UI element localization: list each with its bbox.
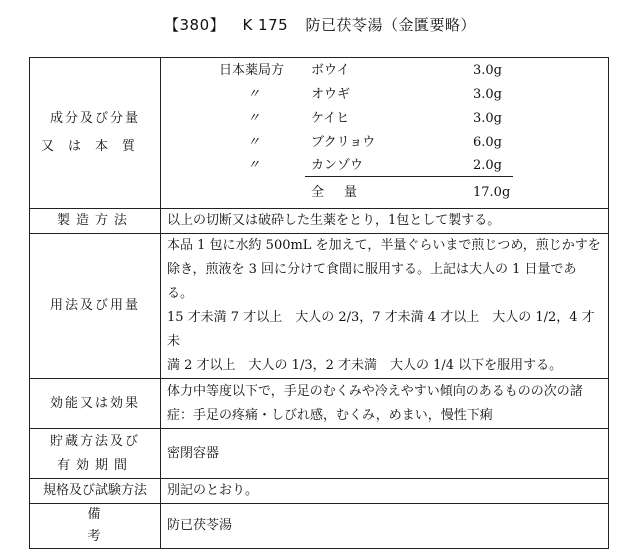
storage-label-line2: 有効期間	[56, 457, 133, 473]
ingredient-name: カンゾウ	[311, 158, 364, 173]
usage-label: 用法及び用量	[30, 234, 161, 379]
manufacture-text: 以上の切断又は破砕した生薬をとり，1包として製する。	[161, 209, 609, 234]
composition-values	[161, 58, 609, 209]
document-title	[0, 14, 640, 35]
efficacy-line: 症：手足の疼痛・しびれ感，むくみ，めまい，慢性下痢	[167, 407, 493, 423]
ingredient-amount: 3.0g	[473, 87, 502, 102]
usage-line: 除き，煎液を 3 回に分けて食間に服用する。上記は大人の 1 日量である。	[167, 262, 577, 301]
total-amount: 17.0g	[473, 185, 511, 200]
composition-label-line1: 成分及び分量	[49, 111, 140, 126]
manufacture-label: 製造方法	[30, 209, 161, 234]
formula-number: 【380】	[164, 16, 226, 34]
efficacy-row	[30, 379, 609, 429]
usage-line: 15 才未満 7 才以上 大人の 2/3，7 才未満 4 才以上 大人の 1/2，4 才未	[167, 310, 595, 349]
ingredient-row	[161, 132, 608, 154]
storage-row	[30, 429, 609, 479]
ingredient-row	[161, 84, 608, 106]
composition-label	[30, 58, 161, 209]
remarks-label: 備考	[30, 504, 161, 549]
ingredient-source: 〃	[247, 135, 261, 150]
efficacy-line: 体力中等度以下で，手足のむくみや冷えやすい傾向のあるものの次の諸	[167, 383, 583, 399]
ingredient-amount: 3.0g	[473, 63, 502, 78]
usage-text	[161, 234, 609, 379]
total-label: 全量	[311, 185, 378, 200]
ingredient-row	[161, 155, 608, 177]
remarks-row	[30, 504, 609, 549]
ingredient-amount: 6.0g	[473, 135, 502, 150]
ingredient-source: 日本薬局方	[219, 63, 285, 78]
ingredient-source: 〃	[247, 158, 261, 173]
storage-label	[30, 429, 161, 479]
efficacy-label: 効能又は効果	[30, 379, 161, 429]
formula-table	[29, 57, 609, 549]
spec-text: 別記のとおり。	[161, 479, 609, 504]
ingredient-name: ケイヒ	[311, 111, 350, 126]
storage-text: 密閉容器	[161, 429, 609, 479]
total-divider	[305, 176, 513, 177]
ingredient-name: ボウイ	[311, 63, 350, 78]
efficacy-text	[161, 379, 609, 429]
ingredient-name: ブクリョウ	[311, 135, 376, 150]
composition-label-line2: 又は本質	[40, 139, 149, 154]
ingredient-row	[161, 108, 608, 130]
formula-name: 防已茯苓湯（金匱要略）	[305, 16, 476, 34]
ingredient-source: 〃	[247, 87, 261, 102]
ingredient-amount: 2.0g	[473, 158, 502, 173]
ingredient-name: オウギ	[311, 87, 351, 102]
manufacture-row	[30, 209, 609, 234]
storage-label-line1: 貯蔵方法及び	[49, 433, 140, 449]
ingredient-amount: 3.0g	[473, 111, 502, 126]
ingredient-source: 〃	[247, 111, 261, 126]
usage-line: 満 2 才以上 大人の 1/3，2 才未満 大人の 1/4 以下を服用する。	[167, 358, 563, 373]
usage-row	[30, 234, 609, 379]
remarks-text: 防已茯苓湯	[161, 504, 609, 549]
spec-label: 規格及び試験方法	[30, 479, 161, 504]
total-row	[161, 182, 608, 204]
usage-line: 本品 1 包に水約 500mL を加えて，半量ぐらいまで煎じつめ，煎じかすを	[167, 238, 601, 253]
composition-row	[30, 58, 609, 209]
spec-row	[30, 479, 609, 504]
formula-code: K 175	[242, 16, 289, 34]
ingredient-row	[161, 60, 608, 82]
